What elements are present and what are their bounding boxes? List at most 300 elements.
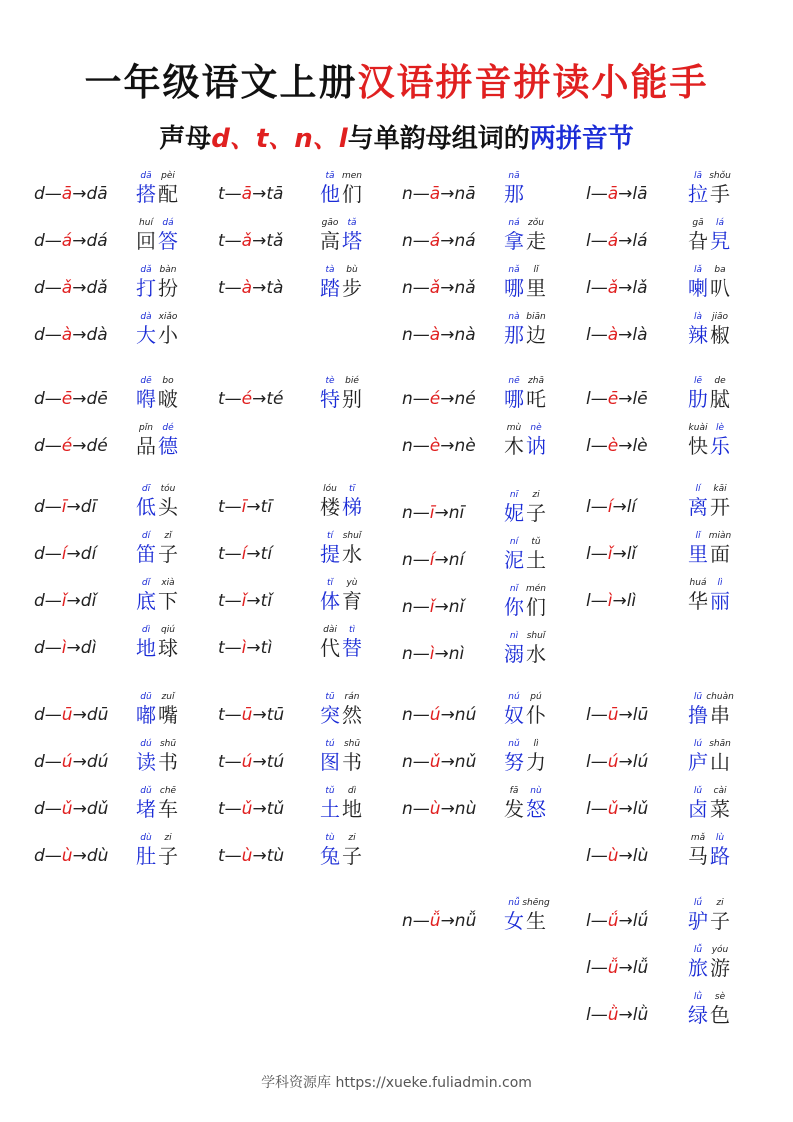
syllable-result: →lū xyxy=(618,705,649,725)
word-character xyxy=(525,311,547,347)
hanzi-character: 菜 xyxy=(710,797,730,821)
initial-part: l— xyxy=(586,231,608,251)
syllable-equation xyxy=(34,325,108,345)
pinyin-label: tā xyxy=(325,171,335,181)
syllable-row xyxy=(402,375,582,421)
tone-vowel: ǎ xyxy=(607,278,619,298)
syllable-equation xyxy=(586,799,648,819)
pinyin-label: nē xyxy=(508,376,520,386)
example-word xyxy=(687,897,731,933)
word-character xyxy=(687,217,709,253)
syllable-result: →là xyxy=(618,325,648,345)
word-character xyxy=(525,264,547,300)
tone-vowel: à xyxy=(61,325,73,345)
syllable-equation xyxy=(34,278,108,298)
syllable-equation xyxy=(586,911,648,931)
pinyin-label: miàn xyxy=(708,531,732,541)
pinyin-label: huá xyxy=(689,578,707,588)
syllable-result: →lǜ xyxy=(618,1005,649,1025)
initial-part: l— xyxy=(586,497,608,517)
initial-part: t— xyxy=(218,184,242,204)
word-character xyxy=(341,375,363,411)
pinyin-label: yù xyxy=(346,578,358,588)
hanzi-character: 旅 xyxy=(688,956,708,980)
pinyin-label: gāo xyxy=(321,218,339,228)
word-character xyxy=(135,170,157,206)
hanzi-character: 啵 xyxy=(158,387,178,411)
tone-vowel: ù xyxy=(241,846,253,866)
pinyin-label: nǔ xyxy=(508,739,520,749)
tone-vowel: ā xyxy=(429,184,441,204)
initial-part: l— xyxy=(586,436,608,456)
word-character xyxy=(157,217,179,253)
syllable-result: →lù xyxy=(618,846,649,866)
word-character xyxy=(709,944,731,980)
word-character xyxy=(135,691,157,727)
tone-vowel: í xyxy=(241,544,247,564)
tone-vowel: ǎ xyxy=(429,278,441,298)
example-word xyxy=(687,944,731,980)
syllable-result: →tí xyxy=(246,544,273,564)
hanzi-character: 绿 xyxy=(688,1003,708,1027)
syllable-row xyxy=(34,624,214,670)
pinyin-label: shǒu xyxy=(709,171,731,181)
hanzi-character: 溺 xyxy=(504,642,524,666)
syllable-equation xyxy=(402,799,476,819)
syllable-equation xyxy=(586,325,648,345)
example-word xyxy=(687,738,731,774)
hanzi-character: 嘟 xyxy=(136,703,156,727)
word-character xyxy=(503,691,525,727)
word-character xyxy=(687,832,709,868)
word-character xyxy=(341,832,363,868)
syllable-result: →lǔ xyxy=(618,799,649,819)
hanzi-character: 子 xyxy=(526,501,546,525)
word-character xyxy=(135,738,157,774)
tone-vowel: è xyxy=(429,436,441,456)
example-word xyxy=(687,264,731,300)
hanzi-character: 木 xyxy=(504,434,524,458)
hanzi-character: 拿 xyxy=(504,229,524,253)
hanzi-character: 卤 xyxy=(688,797,708,821)
pinyin-label: shū xyxy=(159,739,177,749)
example-word xyxy=(319,217,363,253)
pinyin-label: shēng xyxy=(522,898,550,908)
word-character xyxy=(135,483,157,519)
syllable-row xyxy=(218,217,398,263)
pinyin-label: dū xyxy=(140,692,152,702)
syllable-row xyxy=(218,577,398,623)
tone-vowel: à xyxy=(241,278,253,298)
hanzi-character: 开 xyxy=(710,495,730,519)
syllable-row xyxy=(586,375,766,421)
syllable-row xyxy=(586,691,766,737)
pinyin-label: dī xyxy=(141,484,151,494)
tone-vowel: ǚ xyxy=(429,911,441,931)
syllable-row xyxy=(586,217,766,263)
initial-part: d— xyxy=(34,389,62,409)
word-character xyxy=(522,897,550,933)
example-word xyxy=(687,375,731,411)
pinyin-label: dǎ xyxy=(140,265,152,275)
example-word xyxy=(319,691,363,727)
syllable-row xyxy=(402,785,582,831)
pinyin-label: lì xyxy=(717,578,723,588)
pinyin-label: tí xyxy=(326,531,334,541)
syllable-equation xyxy=(34,184,108,204)
hanzi-character: 里 xyxy=(526,276,546,300)
hanzi-character: 旮 xyxy=(688,229,708,253)
tone-vowel: ǐ xyxy=(607,544,613,564)
example-word xyxy=(503,691,547,727)
syllable-row xyxy=(402,489,582,535)
hanzi-character: 那 xyxy=(504,323,524,347)
pinyin-label: pèi xyxy=(161,171,175,181)
pinyin-label: nù xyxy=(530,786,542,796)
word-character xyxy=(157,577,179,613)
example-word xyxy=(135,624,179,660)
pinyin-label: tī xyxy=(348,484,356,494)
pinyin-label: mù xyxy=(506,423,522,433)
hanzi-character: 水 xyxy=(342,542,362,566)
pinyin-label: tà xyxy=(325,265,335,275)
hanzi-character: 里 xyxy=(688,542,708,566)
syllable-result: →dá xyxy=(72,231,108,251)
initial-part: d— xyxy=(34,846,62,866)
syllable-equation xyxy=(34,638,96,658)
hanzi-character: 球 xyxy=(158,636,178,660)
hanzi-character: 头 xyxy=(158,495,178,519)
syllable-result: →té xyxy=(252,389,284,409)
syllable-result: →nì xyxy=(434,644,465,664)
syllable-row xyxy=(586,311,766,357)
syllable-result: →tù xyxy=(252,846,285,866)
word-character xyxy=(319,530,341,566)
word-character xyxy=(709,785,731,821)
syllable-equation xyxy=(586,278,648,298)
example-word xyxy=(687,991,731,1027)
word-character xyxy=(319,624,341,660)
example-word xyxy=(319,624,363,660)
pinyin-label: de xyxy=(714,376,726,386)
pinyin-label: lá xyxy=(715,218,724,228)
word-character xyxy=(709,375,731,411)
tone-vowel: ì xyxy=(607,591,613,611)
tone-vowel: ū xyxy=(607,705,619,725)
hanzi-character: 们 xyxy=(342,182,362,206)
hanzi-character: 搭 xyxy=(136,182,156,206)
syllable-equation xyxy=(402,550,464,570)
word-character xyxy=(503,583,525,619)
example-word xyxy=(135,785,179,821)
pinyin-label: dù xyxy=(140,833,152,843)
syllable-row xyxy=(34,483,214,529)
initial-part: l— xyxy=(586,799,608,819)
example-word xyxy=(319,375,363,411)
tone-vowel: á xyxy=(61,231,73,251)
hanzi-character: 回 xyxy=(136,229,156,253)
syllable-row xyxy=(218,264,398,310)
word-character xyxy=(709,530,731,566)
word-character xyxy=(709,577,731,613)
word-character xyxy=(157,311,179,347)
syllable-row xyxy=(218,530,398,576)
hanzi-character: 旯 xyxy=(710,229,730,253)
example-word xyxy=(503,311,547,347)
pinyin-label: men xyxy=(341,171,362,181)
hanzi-character: 嘴 xyxy=(158,703,178,727)
example-word xyxy=(319,832,363,868)
hanzi-character: 德 xyxy=(158,434,178,458)
tone-vowel: ī xyxy=(61,497,67,517)
syllable-result: →dé xyxy=(72,436,108,456)
word-character xyxy=(525,375,547,411)
pinyin-label: tóu xyxy=(160,484,176,494)
syllable-equation xyxy=(402,644,464,664)
example-word xyxy=(319,483,363,519)
word-character xyxy=(135,624,157,660)
word-character xyxy=(709,483,731,519)
initial-part: d— xyxy=(34,799,62,819)
pinyin-label: xiǎo xyxy=(158,312,178,322)
hanzi-character: 华 xyxy=(688,589,708,613)
hanzi-character: 车 xyxy=(158,797,178,821)
hanzi-character: 别 xyxy=(342,387,362,411)
pinyin-label: bù xyxy=(346,265,358,275)
pinyin-label: shū xyxy=(343,739,361,749)
example-word xyxy=(319,170,363,206)
syllable-row xyxy=(218,170,398,216)
hanzi-character: 面 xyxy=(710,542,730,566)
syllable-result: →nù xyxy=(440,799,477,819)
pinyin-label: zi xyxy=(532,490,540,500)
subtitle-blue: 两拼音节 xyxy=(529,124,634,154)
syllable-result: →dǎ xyxy=(72,278,108,298)
tone-vowel: í xyxy=(429,550,435,570)
word-character xyxy=(319,264,341,300)
example-word xyxy=(503,630,547,666)
hanzi-character: 脦 xyxy=(710,387,730,411)
pinyin-label: bo xyxy=(162,376,174,386)
syllable-row xyxy=(586,832,766,878)
hanzi-character: 妮 xyxy=(504,501,524,525)
syllable-equation xyxy=(218,846,284,866)
hanzi-character: 哪 xyxy=(504,276,524,300)
syllable-result: →né xyxy=(440,389,476,409)
initial-part: l— xyxy=(586,544,608,564)
syllable-result: →tū xyxy=(252,705,285,725)
syllable-row xyxy=(402,897,582,943)
hanzi-character: 奴 xyxy=(504,703,524,727)
pinyin-label: nā xyxy=(508,171,520,181)
syllable-result: →tǐ xyxy=(246,591,273,611)
tone-vowel: ù xyxy=(607,846,619,866)
hanzi-character: 椒 xyxy=(710,323,730,347)
hanzi-character: 色 xyxy=(710,1003,730,1027)
tone-vowel: ī xyxy=(241,497,247,517)
hanzi-character: 手 xyxy=(710,182,730,206)
syllable-row xyxy=(586,577,766,623)
pinyin-label: tū xyxy=(325,692,335,702)
syllable-result: →tà xyxy=(252,278,284,298)
syllable-result: →tā xyxy=(252,184,284,204)
pinyin-label: lí xyxy=(695,484,701,494)
initial-part: n— xyxy=(402,597,430,617)
hanzi-character: 哪 xyxy=(504,387,524,411)
hanzi-character: 低 xyxy=(136,495,156,519)
syllable-row xyxy=(402,738,582,784)
tone-vowel: ū xyxy=(61,705,73,725)
initial-part: l— xyxy=(586,846,608,866)
word-character xyxy=(525,422,547,458)
example-word xyxy=(503,422,547,458)
word-character xyxy=(687,530,709,566)
pinyin-label: lǔ xyxy=(693,786,703,796)
tone-vowel: ì xyxy=(429,644,435,664)
pinyin-label: nǐ xyxy=(509,584,519,594)
pinyin-label: nǚ xyxy=(508,898,520,908)
example-word xyxy=(319,264,363,300)
pinyin-label: zǐ xyxy=(164,531,172,541)
pinyin-label: zǒu xyxy=(528,218,544,228)
example-word xyxy=(135,483,179,519)
syllable-equation xyxy=(34,231,108,251)
example-word xyxy=(503,536,547,572)
syllable-result: →dù xyxy=(72,846,109,866)
initial-part: t— xyxy=(218,278,242,298)
word-character xyxy=(706,691,734,727)
initial-part: l— xyxy=(586,591,608,611)
example-word xyxy=(687,577,731,613)
pinyin-label: nà xyxy=(508,312,520,322)
word-character xyxy=(525,738,547,774)
example-word xyxy=(687,691,734,727)
syllable-result: →dā xyxy=(72,184,108,204)
hanzi-character: 吒 xyxy=(526,387,546,411)
hanzi-character: 驴 xyxy=(688,909,708,933)
syllable-equation xyxy=(34,591,96,611)
word-character xyxy=(687,311,709,347)
syllable-result: →nǐ xyxy=(434,597,465,617)
syllable-result: →lā xyxy=(618,184,648,204)
syllable-result: →tī xyxy=(246,497,273,517)
initial-part: t— xyxy=(218,497,242,517)
word-character xyxy=(687,422,709,458)
syllable-result: →dǐ xyxy=(66,591,97,611)
tone-vowel: ī xyxy=(429,503,435,523)
pinyin-label: lì xyxy=(533,739,539,749)
word-character xyxy=(687,375,709,411)
hanzi-character: 快 xyxy=(688,434,708,458)
syllable-equation xyxy=(34,846,108,866)
pinyin-label: shān xyxy=(709,739,731,749)
pinyin-label: ná xyxy=(508,218,520,228)
pinyin-label: xià xyxy=(161,578,175,588)
word-character xyxy=(525,691,547,727)
syllable-row xyxy=(402,422,582,468)
syllable-row xyxy=(586,944,766,990)
pinyin-label: dí xyxy=(141,531,151,541)
tone-vowel: á xyxy=(607,231,619,251)
word-character xyxy=(687,483,709,519)
example-word xyxy=(135,577,179,613)
hanzi-character: 然 xyxy=(342,703,362,727)
initial-part: n— xyxy=(402,705,430,725)
syllable-result: →lú xyxy=(618,752,649,772)
initial-part: d— xyxy=(34,638,62,658)
syllable-result: →lǚ xyxy=(618,958,649,978)
hanzi-character: 高 xyxy=(320,229,340,253)
initial-part: t— xyxy=(218,389,242,409)
word-character xyxy=(157,738,179,774)
hanzi-character: 那 xyxy=(504,182,524,206)
syllable-equation xyxy=(586,184,648,204)
word-character xyxy=(503,375,525,411)
initial-part: t— xyxy=(218,231,242,251)
syllable-equation xyxy=(586,544,636,564)
syllable-row xyxy=(586,422,766,468)
pinyin-label: zi xyxy=(348,833,356,843)
syllable-equation xyxy=(218,389,284,409)
initial-part: l— xyxy=(586,958,608,978)
pinyin-label: dì xyxy=(347,786,357,796)
word-character xyxy=(135,311,157,347)
pinyin-label: cài xyxy=(713,786,727,796)
syllable-row xyxy=(218,375,398,421)
hanzi-character: 土 xyxy=(526,548,546,572)
tone-vowel: é xyxy=(429,389,441,409)
word-character xyxy=(687,785,709,821)
syllable-equation xyxy=(34,497,96,517)
syllable-result: →dē xyxy=(72,389,108,409)
word-character xyxy=(135,217,157,253)
word-character xyxy=(709,991,731,1027)
word-character xyxy=(157,170,179,206)
example-word xyxy=(503,785,547,821)
example-word xyxy=(503,375,547,411)
word-character xyxy=(709,311,731,347)
hanzi-character: 读 xyxy=(136,750,156,774)
syllable-result: →lǐ xyxy=(612,544,637,564)
tone-vowel: ú xyxy=(61,752,73,772)
hanzi-character: 子 xyxy=(710,909,730,933)
hanzi-character: 踏 xyxy=(320,276,340,300)
example-word xyxy=(319,785,363,821)
example-word xyxy=(319,738,363,774)
tone-vowel: ē xyxy=(61,389,73,409)
syllable-equation xyxy=(402,389,476,409)
syllable-result: →dì xyxy=(66,638,97,658)
pinyin-label: lóu xyxy=(323,484,337,494)
pinyin-label: dá xyxy=(162,218,174,228)
tone-vowel: ǔ xyxy=(241,799,253,819)
syllable-equation xyxy=(402,752,476,772)
pinyin-label: tù xyxy=(325,833,335,843)
initial-part: d— xyxy=(34,591,62,611)
pinyin-label: dǐ xyxy=(141,578,151,588)
pinyin-label: chuàn xyxy=(706,692,734,702)
pinyin-label: pǐn xyxy=(139,423,153,433)
word-character xyxy=(709,170,731,206)
initial-part: t— xyxy=(218,544,242,564)
example-word xyxy=(135,832,179,868)
initial-part: l— xyxy=(586,278,608,298)
syllable-equation xyxy=(586,436,648,456)
tone-vowel: ù xyxy=(61,846,73,866)
tone-vowel: ì xyxy=(61,638,67,658)
initial-part: d— xyxy=(34,544,62,564)
hanzi-character: 替 xyxy=(342,636,362,660)
